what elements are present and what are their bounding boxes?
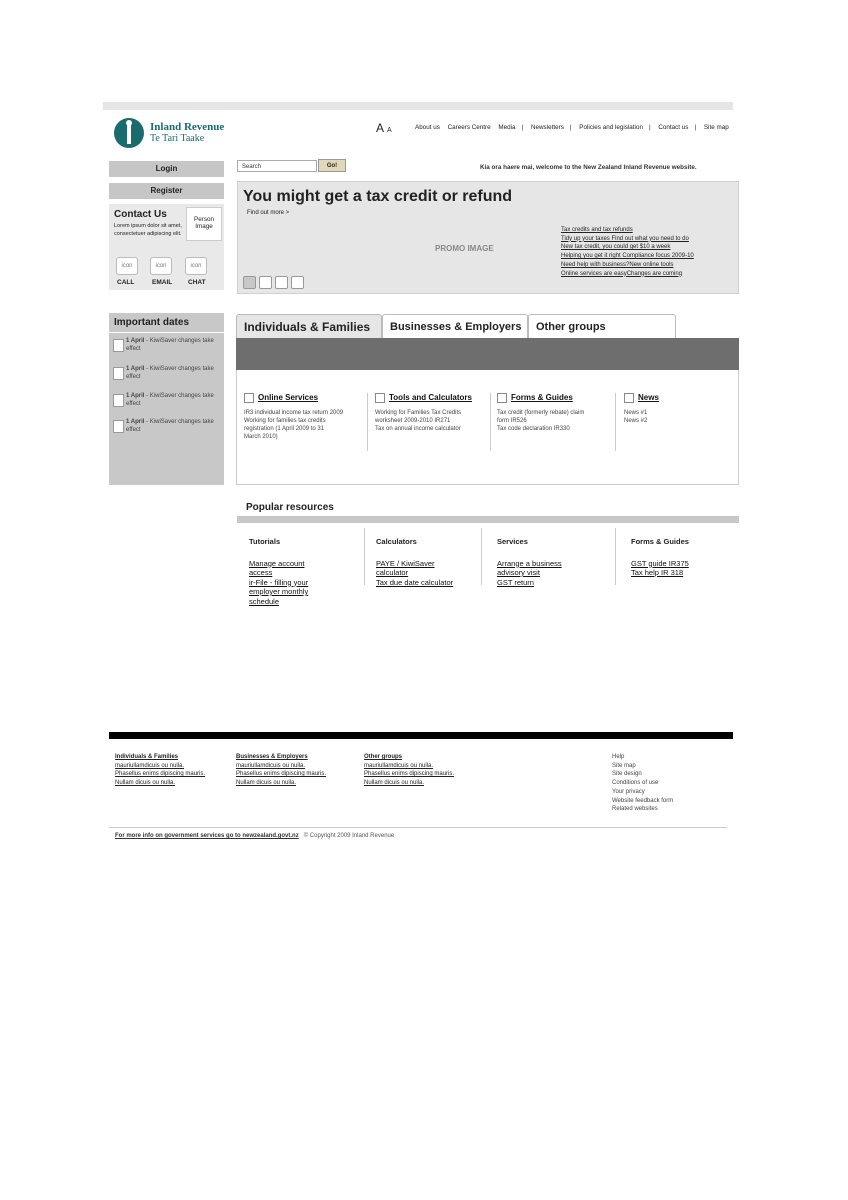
date-value: 1 April: [126, 366, 145, 372]
footer-link[interactable]: Phasellus enims dipiscing mauris.: [364, 771, 455, 777]
forms-column: [497, 393, 609, 433]
promo-link[interactable]: Helping you get it right Compliance focus 2009-10: [561, 253, 694, 260]
search-input[interactable]: Search: [237, 160, 317, 172]
nav-separator: |: [648, 124, 651, 131]
carousel-dot[interactable]: [259, 276, 272, 289]
footer-link[interactable]: Phasellus enims dipiscing mauris.: [236, 771, 327, 777]
online-services-column: [244, 393, 362, 441]
call-icon[interactable]: icon: [116, 257, 138, 275]
column-line[interactable]: worksheet 2009-2010 IR271: [375, 418, 451, 424]
checkbox-icon: [497, 393, 507, 403]
forms-guides-column: [631, 537, 721, 578]
carousel-dot[interactable]: [275, 276, 288, 289]
carousel-dot[interactable]: [291, 276, 304, 289]
nav-careers[interactable]: Careers Centre: [447, 124, 491, 131]
footer-link[interactable]: Nullam dicuis ou nulla.: [236, 779, 297, 786]
online-services-link[interactable]: Online Services: [258, 393, 319, 402]
column-divider: [615, 393, 616, 451]
chat-label[interactable]: CHAT: [188, 279, 206, 286]
resource-link[interactable]: Manage account access: [249, 558, 305, 577]
column-line[interactable]: IR3 individual income tax return 2009: [244, 410, 344, 416]
resource-link[interactable]: GST guide IR375: [631, 558, 689, 568]
resource-link[interactable]: Tax help IR 318: [631, 568, 684, 577]
email-label[interactable]: EMAIL: [152, 279, 173, 286]
promo-links: [561, 226, 694, 278]
footer-sitedesign-link[interactable]: Site design: [612, 771, 642, 778]
logo-line1: Inland Revenue: [150, 121, 225, 133]
date-item: [113, 392, 219, 408]
nav-policies[interactable]: Policies and legislation: [579, 124, 643, 131]
checkbox-icon: [375, 393, 385, 403]
date-text: - KiwiSaver changes take effect: [126, 393, 214, 407]
date-checkbox[interactable]: [113, 367, 124, 380]
footer-column: [236, 753, 326, 787]
calculators-column: [376, 537, 458, 587]
resource-link[interactable]: Tax due date calculator: [376, 577, 454, 587]
resource-link[interactable]: PAYE / KiwiSaver calculator: [376, 558, 435, 577]
footer-feedback-link[interactable]: Website feedback form: [612, 797, 674, 804]
logo-icon: [114, 118, 144, 148]
forms-link[interactable]: Forms & Guides: [511, 393, 573, 402]
tools-link[interactable]: Tools and Calculators: [389, 393, 472, 402]
date-value: 1 April: [126, 419, 145, 425]
tab-header-bar: [236, 338, 739, 370]
date-text: - KiwiSaver changes take effect: [126, 419, 214, 433]
nav-media[interactable]: Media: [498, 124, 516, 131]
column-line[interactable]: registration (1 April 2009 to 31: [244, 426, 325, 432]
nav-sitemap[interactable]: Site map: [703, 124, 729, 131]
column-line[interactable]: Working for families tax credits: [244, 418, 326, 424]
footer-link[interactable]: mauriullamdicuis ou nulla.: [236, 762, 306, 769]
column-line[interactable]: Tax code declaration IR330: [497, 426, 570, 432]
column-line[interactable]: Tax on annual income calculator: [375, 426, 461, 432]
top-strip: [103, 102, 733, 110]
copyright: © Copyright 2009 Inland Revenue: [303, 833, 395, 839]
date-value: 1 April: [126, 393, 145, 399]
promo-link[interactable]: Tax credits and tax refunds: [561, 227, 633, 233]
column-line[interactable]: Working for Families Tax Credits: [375, 410, 462, 416]
footer-link[interactable]: Phasellus enims dipiscing mauris.: [115, 771, 206, 777]
footer-column-title[interactable]: Individuals & Families: [115, 754, 179, 760]
date-checkbox[interactable]: [113, 420, 124, 433]
footer-link[interactable]: mauriullamdicuis ou nulla.: [115, 762, 185, 769]
tutorials-title: Tutorials: [249, 537, 281, 546]
popular-resources-bar: [237, 516, 739, 523]
nav-separator: |: [521, 124, 524, 131]
promo-link[interactable]: Need help with business?New online tools: [561, 261, 674, 268]
footer-column: [364, 753, 454, 787]
footer-privacy-link[interactable]: Your privacy: [612, 788, 645, 795]
column-line[interactable]: March 2010): [244, 434, 278, 440]
person-image: Person Image: [186, 207, 222, 241]
logo[interactable]: [114, 115, 254, 151]
column-divider: [615, 528, 616, 585]
resource-link[interactable]: ir-File - filling your employer monthly schedule: [249, 577, 309, 606]
text-size-toggle[interactable]: [376, 121, 392, 135]
important-dates-title: Important dates: [114, 317, 190, 328]
footer-sitemap-link[interactable]: Site map: [612, 762, 636, 769]
tutorials-column: [249, 537, 321, 606]
services-column: [497, 537, 579, 587]
calculators-title: Calculators: [376, 537, 417, 546]
contact-title: Contact Us: [114, 209, 167, 220]
tab-other-groups[interactable]: Other groups: [528, 314, 676, 339]
register-button[interactable]: Register: [109, 183, 224, 199]
chat-icon[interactable]: icon: [185, 257, 207, 275]
promo-image: PROMO IMAGE: [435, 244, 494, 253]
column-divider: [481, 528, 482, 585]
promo-link[interactable]: Online services are easyChanges are coming: [561, 270, 683, 277]
news-link[interactable]: News: [638, 393, 659, 402]
column-divider: [490, 393, 491, 451]
carousel-dot-active[interactable]: [243, 276, 256, 289]
footer-link[interactable]: Nullam dicuis ou nulla.: [115, 779, 176, 786]
footer-conditions-link[interactable]: Conditions of use: [612, 780, 659, 787]
promo-title: You might get a tax credit or refund: [243, 188, 513, 205]
date-item: [113, 418, 219, 434]
footer-link[interactable]: mauriullamdicuis ou nulla.: [364, 762, 434, 769]
checkbox-icon: [244, 393, 254, 403]
checkbox-icon: [624, 393, 634, 403]
resource-link[interactable]: GST return: [497, 577, 534, 587]
login-button[interactable]: Login: [109, 161, 224, 177]
tab-individuals[interactable]: Individuals & Families: [236, 314, 382, 339]
text-size-large[interactable]: A: [376, 121, 385, 135]
footer-column: [115, 753, 205, 787]
tools-column: [375, 393, 487, 433]
contact-text: Lorem ipsum dolor sit amet, consectetuer adipiscing elit.: [114, 223, 182, 237]
column-divider: [367, 393, 368, 451]
column-line[interactable]: Tax credit (formerly rebate) claim: [497, 410, 585, 416]
footer-help-link[interactable]: Help: [612, 754, 625, 760]
footer-link[interactable]: Nullam dicuis ou nulla.: [364, 779, 425, 786]
promo-link[interactable]: Tidy up your taxes Find out what you need to do: [561, 235, 689, 242]
footer-column-title[interactable]: Other groups: [364, 754, 403, 760]
top-nav: [415, 124, 735, 131]
promo-link[interactable]: New tax credit, you could get $10 a week: [561, 244, 671, 251]
column-divider: [364, 528, 365, 585]
column-line[interactable]: News #2: [624, 418, 648, 424]
services-title: Services: [497, 537, 528, 546]
tab-businesses[interactable]: Businesses & Employers: [382, 314, 528, 339]
nav-newsletters[interactable]: Newsletters: [530, 124, 564, 131]
date-item: [113, 337, 219, 353]
news-column: [624, 393, 714, 425]
resource-link[interactable]: Arrange a business advisory visit: [497, 558, 562, 577]
column-line[interactable]: News #1: [624, 410, 648, 416]
footer-related-link[interactable]: Related websites: [612, 806, 658, 813]
footer-bottom: [115, 833, 394, 839]
gov-link[interactable]: For more info on government services go to newzealand.govt.nz: [115, 833, 299, 839]
call-label[interactable]: CALL: [117, 279, 135, 286]
date-checkbox[interactable]: [113, 394, 124, 407]
footer-column-title[interactable]: Businesses & Employers: [236, 754, 308, 760]
date-text: - KiwiSaver changes take effect: [126, 366, 214, 380]
date-item: [113, 365, 219, 381]
date-checkbox[interactable]: [113, 339, 124, 352]
nav-separator: |: [694, 124, 697, 131]
find-out-more-link[interactable]: Find out more >: [247, 210, 290, 216]
nav-about[interactable]: About us: [415, 124, 440, 131]
column-line[interactable]: form IR526: [497, 418, 527, 424]
footer-utility-links: [612, 753, 673, 814]
welcome-text: Kia ora haere mai, welcome to the New Zealand Inland Revenue website.: [480, 164, 697, 171]
date-text: - KiwiSaver changes take effect: [126, 338, 214, 352]
date-value: 1 April: [126, 338, 145, 344]
nav-separator: |: [569, 124, 572, 131]
footer-divider: [109, 827, 727, 828]
footer-bar: [109, 732, 733, 739]
popular-resources-title: Popular resources: [246, 502, 334, 513]
nav-contact[interactable]: Contact us: [658, 124, 689, 131]
forms-guides-title: Forms & Guides: [631, 537, 689, 546]
text-size-small[interactable]: A: [387, 127, 392, 134]
email-icon[interactable]: icon: [150, 257, 172, 275]
logo-line2: Te Tari Taake: [150, 133, 205, 144]
search-button[interactable]: Go!: [318, 159, 346, 172]
